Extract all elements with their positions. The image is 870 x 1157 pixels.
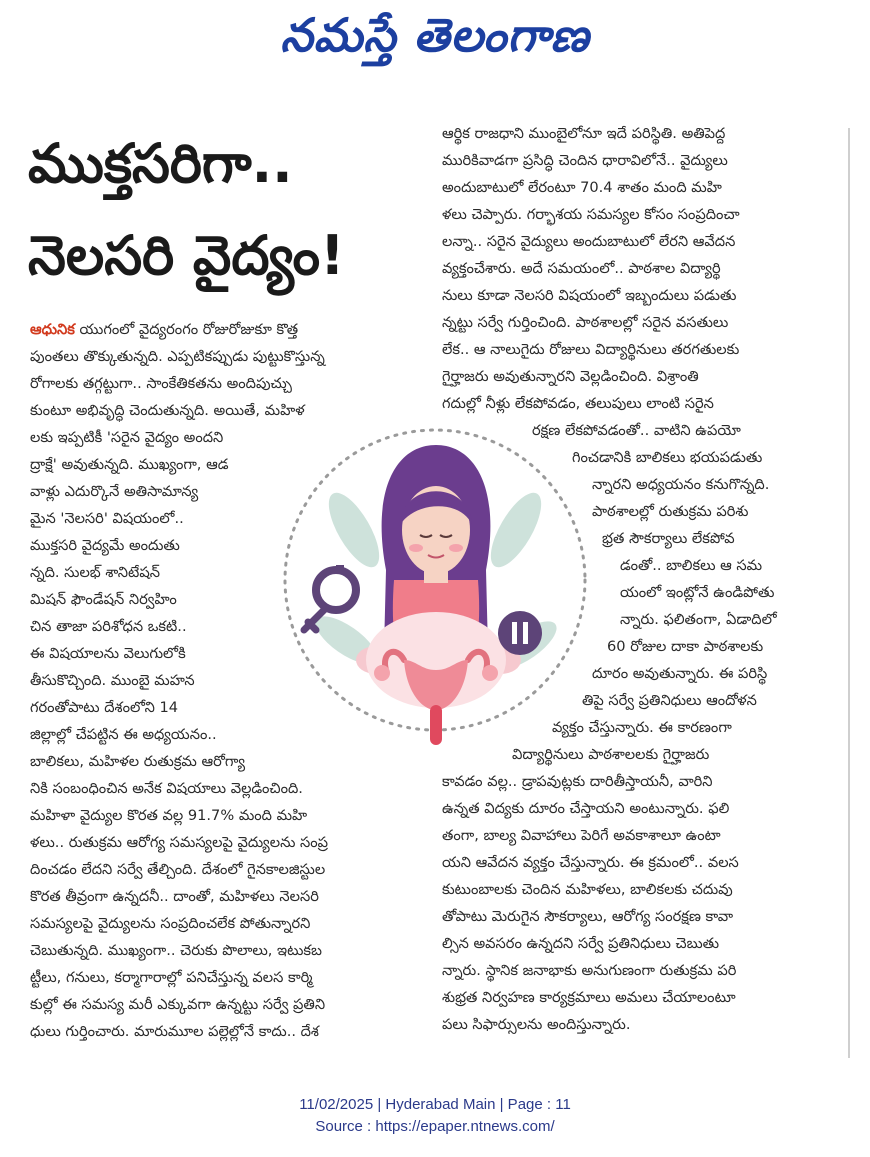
article-line: రోగాలకు తగ్గట్టుగా.. సాంకేతికతను అందిపుచ్చు [30,375,292,392]
article-line: దించడం లేదని సర్వే తేల్చింది. దేశంలో గైనకాలజిస్టుల [30,861,326,878]
article-line: పాఠశాలల్లో రుతుక్రమ పరిశు [592,503,749,520]
article-line: గరంతోపాటు దేశంలోని 14 [30,699,179,716]
article-line: తీసుకొచ్చింది. ముంబై మహన [30,672,195,689]
article-line: నులు కూడా నెలసరి విషయంలో ఇబ్బందులు పడుతు [442,287,737,304]
article-line: మైన 'నెలసరి' విషయంలో.. [30,510,184,527]
article-line: చెబుతున్నది. ముఖ్యంగా.. చెరుకు పొలాలు, ఇటుకబ [30,942,322,959]
article-line: లన్నా.. సరైన వైద్యులు అందుబాటులో లేరని ఆవేదన [442,233,736,250]
page-footer [0,1094,870,1138]
article-line: డంతో.. బాలికలు ఆ సమ [620,557,763,574]
article-line: కావడం వల్ల.. డ్రాపవుట్లకు దారితీస్తాయనీ, వారిని [442,773,713,790]
lead-word: ఆధునిక [30,321,75,338]
article-line: యని ఆవేదన వ్యక్తం చేస్తున్నారు. ఈ క్రమంలో.. వలస [442,854,739,871]
article-line: కుల్లో ఈ సమస్య మరీ ఎక్కువగా ఉన్నట్టు సర్వే ప్రతిని [30,996,326,1013]
article-line: తిపై సర్వే ప్రతినిధులు ఆందోళన [582,692,757,709]
headline-line-2: నెలసరి వైద్యం! [28,224,345,287]
article-line: న్నట్టు సర్వే గుర్తించింది. పాఠశాలల్లో సరైన వసతులు [442,314,729,331]
article-line: కొరత తీవ్రంగా ఉన్నదనీ.. దాంతో, మహిళలు నెలసరి [30,888,319,905]
article-line: రక్షణ లేకపోవడంతో.. వాటిని ఉపయో [532,422,741,439]
article-line: గదుల్లో నీళ్లు లేకపోవడం, తలుపులు లాంటి సరైన [442,395,714,412]
article-line: పుంతలు తొక్కుతున్నది. ఎప్పటికప్పుడు పుట్టుకొస్తున్న [30,348,325,365]
article-line: న్నారు. స్థానిక జనాభాకు అనుగుణంగా రుతుక్రమ పరి [442,962,737,979]
article-line: గించడానికి బాలికలు భయపడుతు [572,449,763,466]
article-line-text: యుగంలో వైద్యరంగం రోజురోజుకూ కొత్త [74,321,299,338]
article-line: 60 రోజుల దాకా పాఠశాలకు [607,638,764,655]
article-line: ట్టీలు, గనులు, కర్మాగారాల్లో పనిచేస్తున్న వలస కార్మి [30,969,313,986]
article-line: తంగా, బాల్య వివాహాలు పెరిగే అవకాశాలూ ఉంటా [442,827,721,844]
article-line: ళలు.. రుతుక్రమ ఆరోగ్య సమస్యలపై వైద్యులను సంప్ర [30,834,329,851]
article-line: దూరం అవుతున్నారు. ఈ పరిస్థి [592,665,768,682]
headline-line-1: ముక్తసరిగా.. [28,132,293,195]
article-line: లకు ఇప్పటికీ 'సరైన వైద్యం అందని [30,429,224,446]
article-line: ఆర్థిక రాజధాని ముంబైలోనూ ఇదే పరిస్థితి. అతిపెద్ద [442,125,726,142]
article-line: యంలో ఇంట్లోనే ఉండిపోతు [620,584,775,601]
article-line: పలు సిఫార్సులను అందిస్తున్నారు. [442,1016,631,1033]
article-line: తోపాటు మెరుగైన సౌకర్యాలు, ఆరోగ్య సంరక్షణ కావా [442,908,734,925]
article-line: విద్యార్థినులు పాఠశాలలకు గైర్హాజరు [512,746,710,763]
article-line: సమస్యలపై వైద్యులను సంప్రదించలేక పోతున్నారని [30,915,311,932]
article-line: వ్యక్తం చేస్తున్నారు. ఈ కారణంగా [552,719,732,736]
article-line: జిల్లాల్లో చేపట్టిన ఈ అధ్యయనం.. [30,726,217,743]
article-line: మురికివాడగా ప్రసిద్ధి చెందిన ధారావిలోనే.. వైద్యులు [442,152,728,169]
article-line: వ్యక్తంచేశారు. అదే సమయంలో.. పాఠశాల విద్యార్థి [442,260,721,277]
article-line: న్నది. సులభ్ శానిటేషన్ [30,564,160,581]
column-divider [848,128,850,1058]
article-line [30,316,432,343]
article-line: మిషన్ ఫౌండేషన్ నిర్వహిం [30,591,177,608]
article-line: ముక్తసరి వైద్యమే అందుతు [30,537,180,554]
article-line: న్నారు. ఫలితంగా, ఏడాదిలో [620,611,777,628]
article-line: ఉన్నత విద్యకు దూరం చేస్తాయని అంటున్నారు. ఫలి [442,800,730,817]
article-line: వాళ్లు ఎదుర్కొనే అతిసామాన్య [30,483,199,500]
masthead-title: నమస్తే తెలంగాణ [280,8,590,62]
article-line: ళలు చెప్పారు. గర్భాశయ సమస్యల కోసం సంప్రదించా [442,206,740,223]
article-line: న్నారని అధ్యయనం కనుగొన్నది. [592,476,770,493]
footer-source: Source : https://epaper.ntnews.com/ [315,1118,555,1135]
article-line: అందుబాటులో లేరంటూ 70.4 శాతం మంది మహి [442,179,722,196]
article-line: నికి సంబంధించిన అనేక విషయాలు వెల్లడించింది. [30,780,303,797]
article-line: భ్రత సౌకర్యాలు లేకపోవ [602,530,735,547]
menstrual-health-illustration [276,360,594,760]
article-line: ధులు గుర్తించారు. మారుమూల పల్లెల్లోనే కాదు.. దేశ [30,1023,319,1040]
article-line: చిన తాజా పరిశోధన ఒకటి.. [30,618,187,635]
article-line: ఈ విషయాలను వెలుగులోకి [30,645,186,662]
article-line: కుటుంబాలకు చెందిన మహిళలు, బాలికలకు చదువు [442,881,733,898]
article-line: బాలికలు, మహిళల రుతుక్రమ ఆరోగ్యా [30,753,246,770]
footer-edition: 11/02/2025 | Hyderabad Main | Page : 11 [299,1096,571,1113]
article-line: మహిళా వైద్యుల కొరత వల్ల 91.7% మంది మహి [30,807,308,824]
article-line: ల్సిన అవసరం ఉన్నదని సర్వే ప్రతినిధులు చెబుతు [442,935,720,952]
article-line: లేక.. ఆ నాలుగైదు రోజులు విద్యార్థినులు తరగతులకు [442,341,740,358]
article-line: శుభ్రత నిర్వహణ కార్యక్రమాలు అమలు చేయాలంటూ [442,989,736,1006]
article-line: ద్రాక్షే' అవుతున్నది. ముఖ్యంగా, ఆడ [30,456,229,473]
article-line: కుంటూ అభివృద్ధి చెందుతున్నది. అయితే, మహిళ [30,402,305,419]
article-line: గైర్హాజరు అవుతున్నారని వెల్లడించింది. విశ్రాంతి [442,368,699,385]
article-headline [28,118,438,302]
